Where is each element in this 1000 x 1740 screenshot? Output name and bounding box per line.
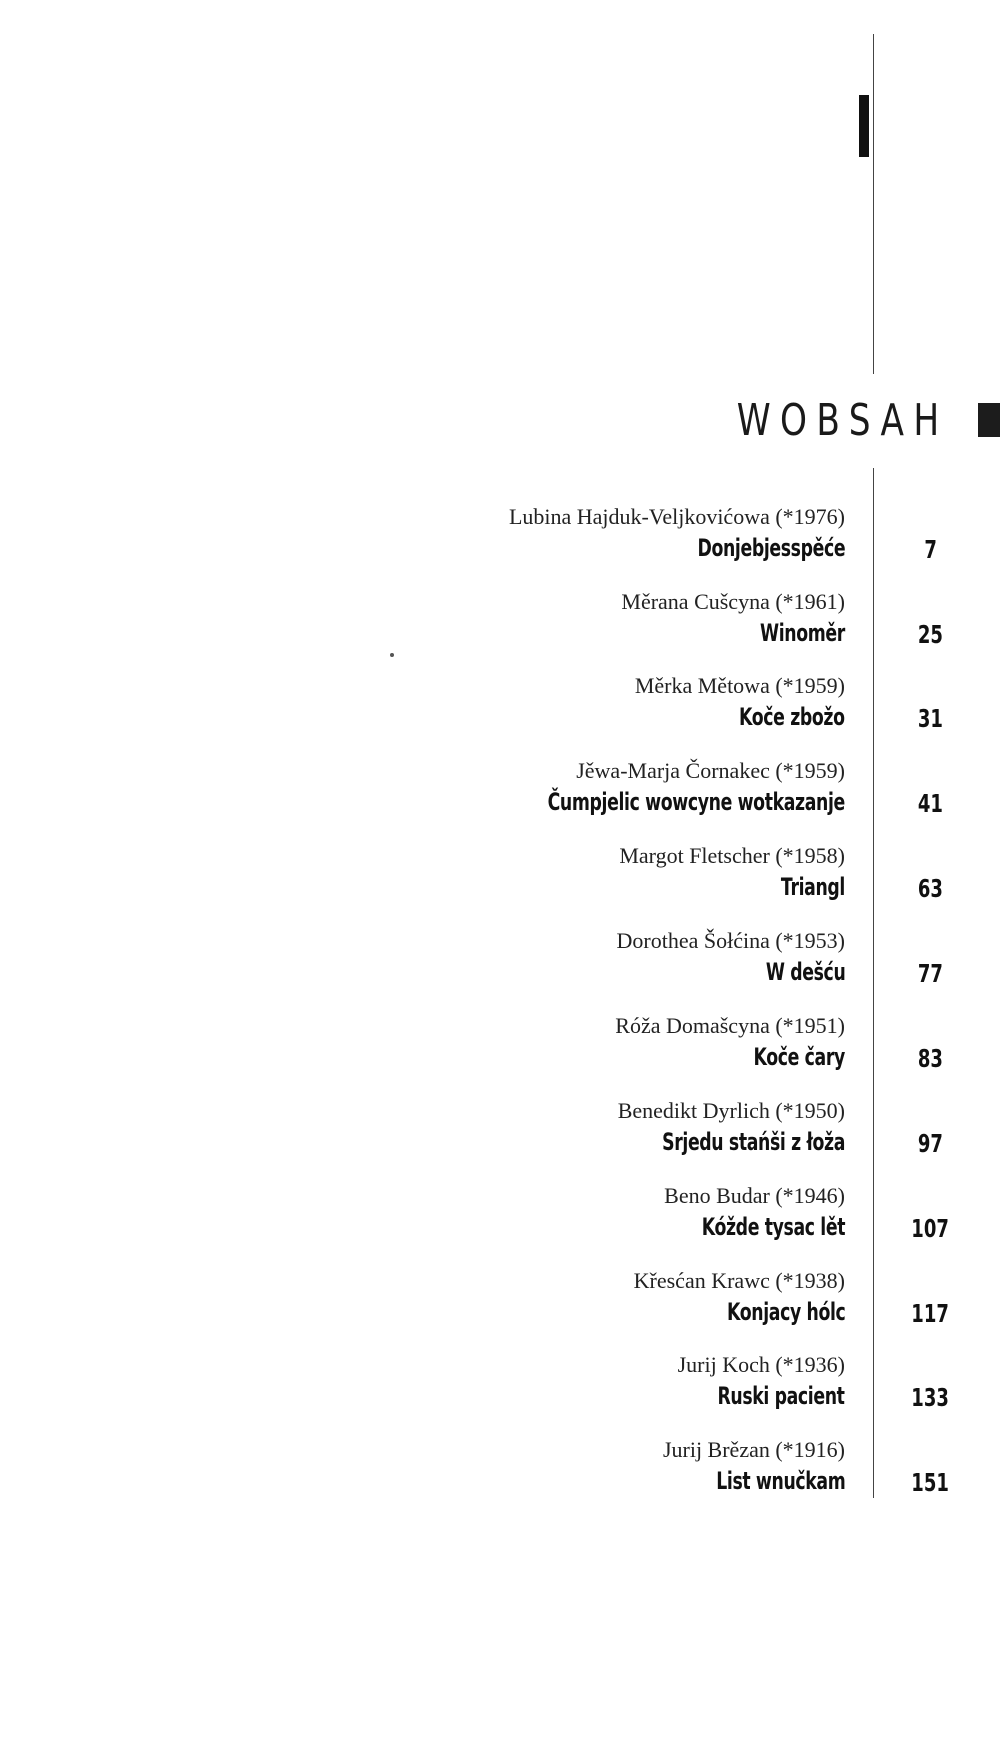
toc-author: Benedikt Dyrlich (*1950)	[617, 1098, 845, 1123]
toc-author: Měrka Mětowa (*1959)	[634, 673, 845, 698]
toc-entry	[0, 1096, 1000, 1176]
toc-title: Čumpjelic wowcyne wotkazanje	[547, 788, 845, 816]
toc-title: Triangl	[780, 873, 845, 901]
toc-page-number: 25	[917, 620, 944, 649]
toc-page-number: 133	[911, 1383, 950, 1412]
toc-page-number: 77	[917, 959, 944, 988]
toc-title: Winoměr	[760, 619, 845, 647]
toc-entry	[0, 671, 1000, 751]
toc-entry	[0, 1181, 1000, 1261]
toc-page-number: 63	[917, 874, 944, 903]
toc-title: Kóžde tysac lět	[701, 1213, 845, 1241]
contents-heading: WOBSAH	[736, 395, 948, 446]
toc-entry	[0, 1266, 1000, 1346]
toc-author: Beno Budar (*1946)	[664, 1183, 845, 1208]
toc-entry	[0, 1435, 1000, 1515]
toc-author: Měrana Cušcyna (*1961)	[621, 589, 845, 614]
toc-page-number: 31	[917, 704, 944, 733]
toc-title: Ruski pacient	[717, 1382, 845, 1410]
toc-page-number: 41	[917, 789, 944, 818]
toc-title: Donjebjesspěće	[697, 534, 845, 562]
toc-title: Koče zbožo	[739, 703, 845, 731]
toc-title: W dešću	[765, 958, 845, 986]
toc-entry	[0, 841, 1000, 921]
toc-entry	[0, 1011, 1000, 1091]
toc-title: List wnučkam	[715, 1467, 845, 1495]
vertical-rule-top	[873, 34, 874, 374]
toc-page-number: 107	[911, 1214, 950, 1243]
toc-page-number: 83	[917, 1044, 944, 1073]
toc-entry	[0, 756, 1000, 836]
toc-author: Jurij Brězan (*1916)	[662, 1437, 845, 1462]
toc-entry	[0, 926, 1000, 1006]
black-bar-marker	[859, 95, 869, 157]
toc-author: Křesćan Krawc (*1938)	[633, 1268, 845, 1293]
toc-page-number: 97	[917, 1129, 944, 1158]
toc-author: Róža Domašcyna (*1951)	[615, 1013, 845, 1038]
toc-entry	[0, 587, 1000, 667]
toc-author: Jurij Koch (*1936)	[677, 1352, 845, 1377]
heading-bar-marker	[978, 403, 1000, 437]
toc-author: Dorothea Šołćina (*1953)	[616, 928, 845, 953]
toc-title: Konjacy hólc	[726, 1298, 845, 1326]
toc-entry	[0, 1350, 1000, 1430]
toc-title: Koče čary	[753, 1043, 845, 1071]
toc-page-number: 117	[911, 1299, 950, 1328]
toc-entry	[0, 502, 1000, 582]
toc-page-number: 151	[911, 1468, 950, 1497]
toc-author: Margot Fletscher (*1958)	[619, 843, 845, 868]
toc-title: Srjedu stańši z łoža	[662, 1128, 845, 1156]
toc-author: Jěwa-Marja Čornakec (*1959)	[576, 758, 845, 783]
toc-page-number: 7	[924, 535, 937, 564]
toc-author: Lubina Hajduk-Veljkovićowa (*1976)	[508, 504, 845, 529]
